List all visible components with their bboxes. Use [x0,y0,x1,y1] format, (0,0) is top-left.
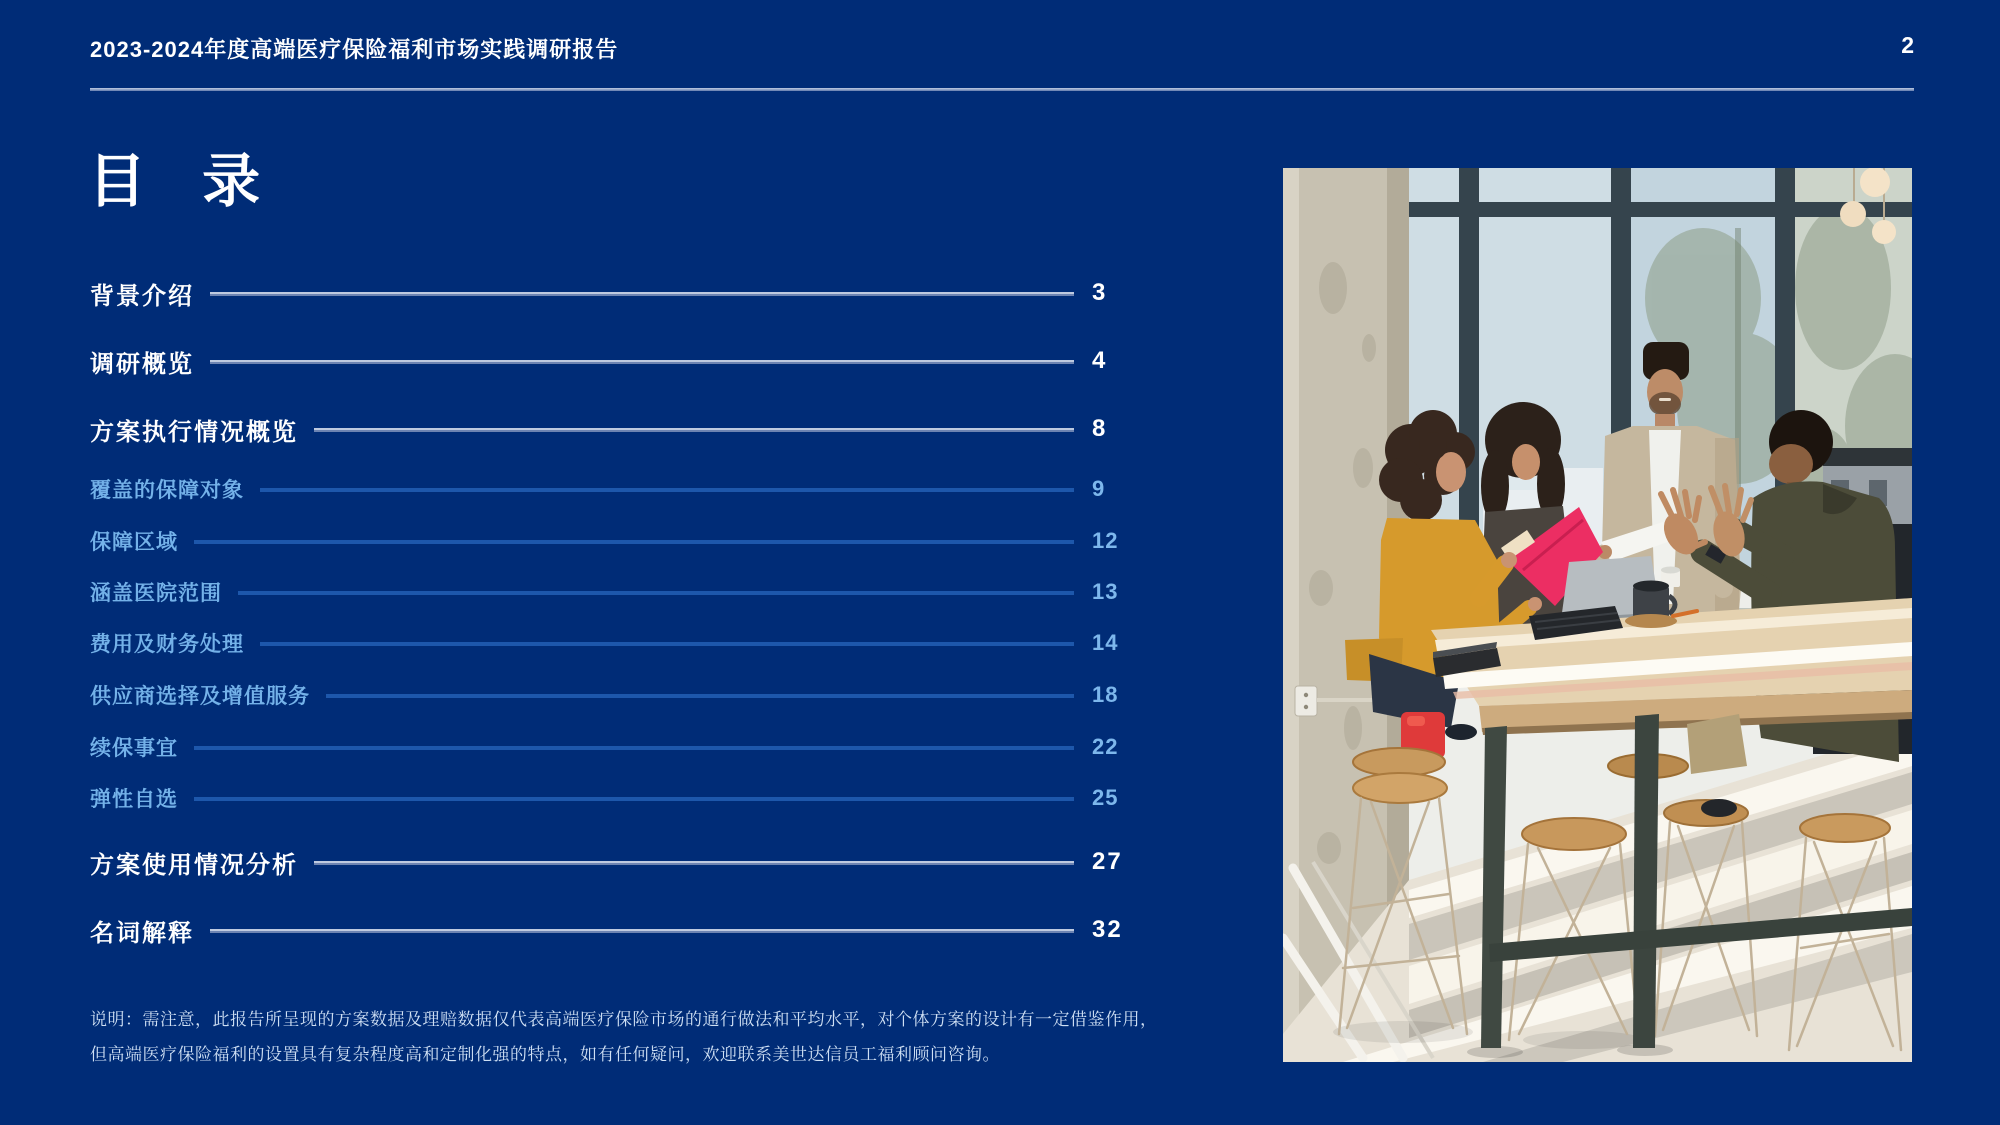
report-header-title: 2023-2024年度高端医疗保险福利市场实践调研报告 [90,37,619,62]
toc-item-hospital-scope[interactable] [90,575,1142,609]
toc-item-flex-options[interactable] [90,781,1142,815]
toc-item-plan-execution[interactable] [90,412,1142,446]
toc-item-renewal[interactable] [90,730,1142,764]
toc-leader-line [194,746,1074,750]
toc-leader-line [326,694,1074,698]
toc-page-number: 13 [1092,579,1119,604]
toc-item-background[interactable] [90,276,1142,310]
toc-page-number: 22 [1092,734,1119,759]
toc-item-vendor-services[interactable] [90,678,1142,712]
toc-leader-line [238,591,1074,595]
toc-item-label: 方案使用情况分析 [90,851,298,879]
toc-title: 目 录 [88,149,281,214]
footnote-line-1: 说明：需注意，此报告所呈现的方案数据及理赔数据仅代表高端医疗保险市场的通行做法和平均水平，对个体方案的设计有一定借鉴作用， [90,1010,1158,1029]
toc-item-label: 覆盖的保障对象 [90,479,244,502]
disclaimer-footnote [90,1002,1158,1072]
toc-item-usage-analysis[interactable] [90,845,1142,879]
office-photo [1283,168,1912,1062]
toc-item-survey-overview[interactable] [90,344,1142,378]
toc-page-number: 18 [1092,682,1119,707]
toc-leader-line [210,360,1074,364]
toc-page-number: 9 [1092,476,1106,501]
page-number: 2 [1901,32,1914,58]
toc-leader-line [194,797,1074,801]
toc-page-number: 3 [1092,279,1108,306]
toc-page-number: 8 [1092,415,1108,442]
toc-leader-line [314,428,1074,432]
toc-leader-line [210,929,1074,933]
toc-item-label: 弹性自选 [90,788,178,811]
toc-leader-line [210,292,1074,296]
toc-page-number: 25 [1092,785,1119,810]
footnote-line-2: 但高端医疗保险福利的设置具有复杂程度高和定制化强的特点，如有任何疑问，欢迎联系美世达信员工福利顾问咨询。 [90,1045,1000,1064]
toc-item-label: 背景介绍 [90,282,194,310]
toc-item-glossary[interactable] [90,913,1142,947]
toc-leader-line [260,642,1074,646]
toc-page-number: 14 [1092,630,1119,655]
toc-leader-line [314,861,1074,865]
toc-item-label: 方案执行情况概览 [90,418,298,446]
toc-item-cost-finance[interactable] [90,626,1142,660]
toc-page-number: 32 [1092,916,1123,943]
toc-item-label: 调研概览 [90,350,194,378]
toc-item-covered-members[interactable] [90,472,1142,506]
toc-item-label: 名词解释 [90,919,194,947]
toc-page-number: 4 [1092,347,1108,374]
table-of-contents [90,0,1142,1125]
toc-item-label: 费用及财务处理 [90,633,244,656]
toc-leader-line [260,488,1074,492]
toc-page-number: 12 [1092,528,1119,553]
toc-item-label: 续保事宜 [90,737,178,760]
toc-item-label: 保障区域 [90,531,178,554]
toc-item-label: 供应商选择及增值服务 [90,685,310,708]
toc-item-coverage-area[interactable] [90,524,1142,558]
toc-leader-line [194,540,1074,544]
toc-page-number: 27 [1092,848,1123,875]
toc-item-label: 涵盖医院范围 [90,582,222,605]
